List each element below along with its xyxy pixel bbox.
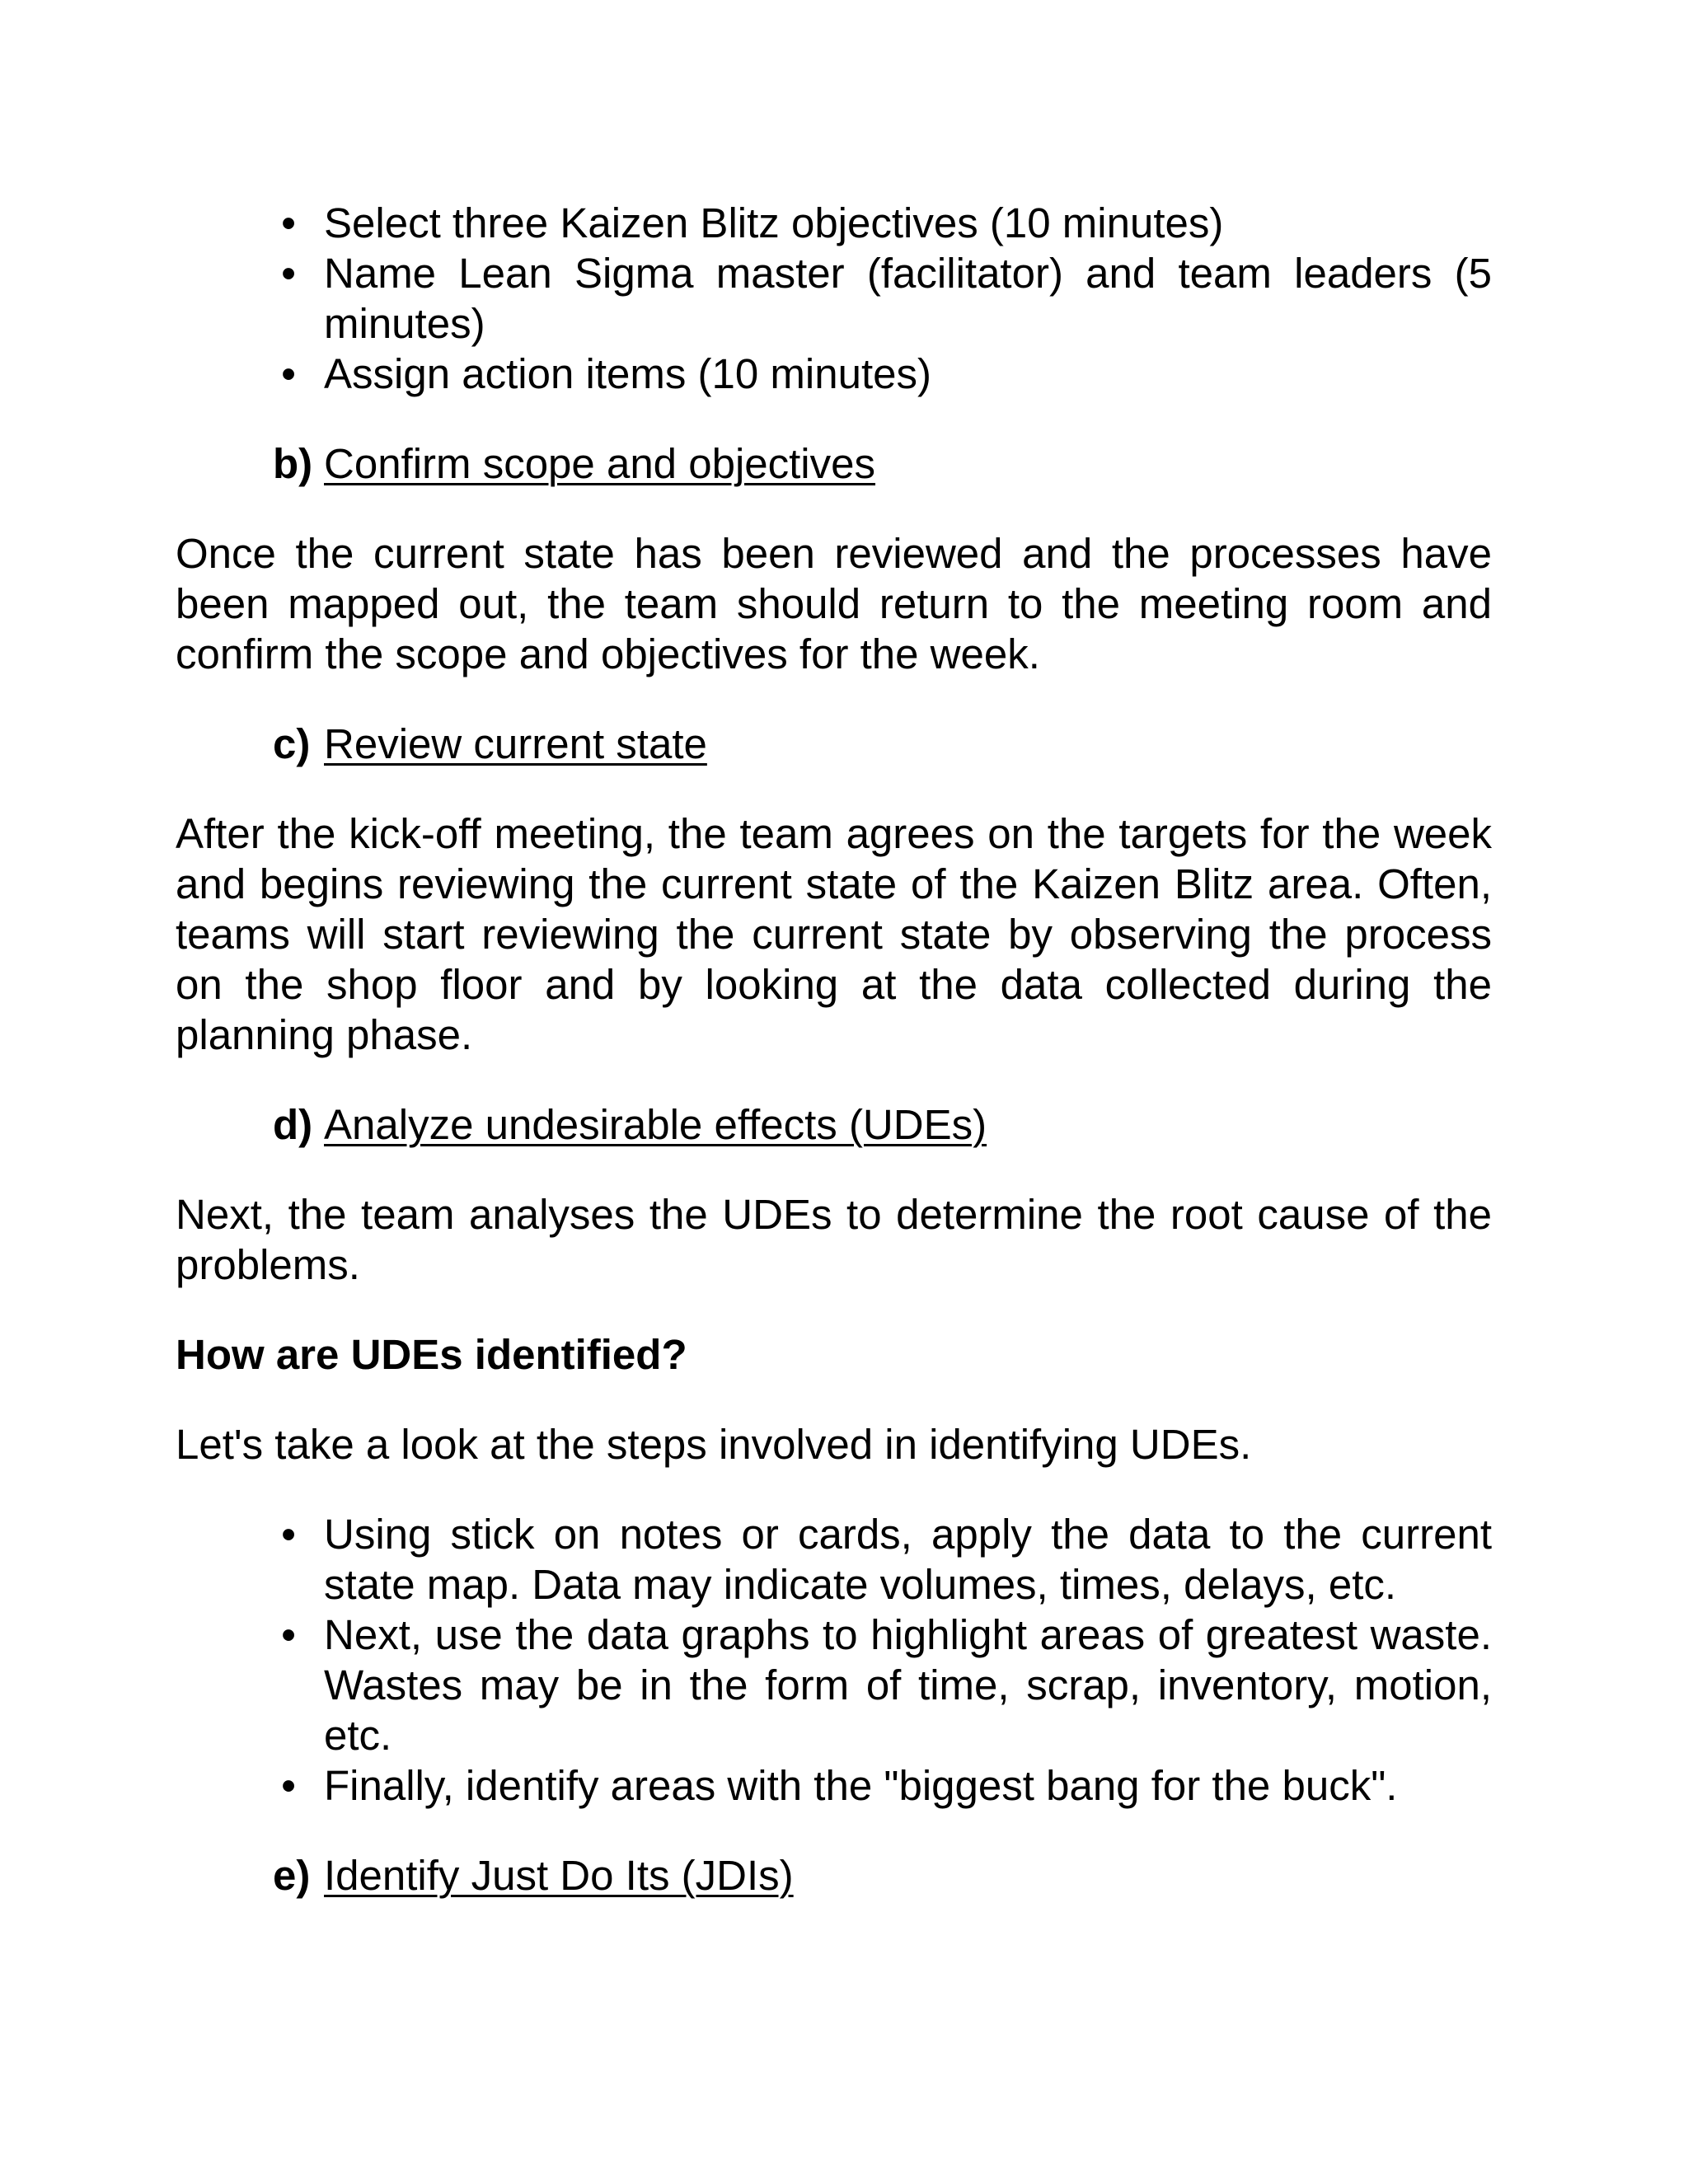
list-item [281, 198, 1492, 248]
bullet-icon: • [281, 350, 296, 397]
section-b-heading [176, 438, 1492, 489]
list-item-text: Assign action items (10 minutes) [324, 350, 931, 397]
ude-steps-list [176, 1509, 1492, 1811]
list-item [281, 349, 1492, 399]
bullet-icon: • [281, 199, 296, 246]
list-item [281, 1610, 1492, 1760]
list-item-text: Next, use the data graphs to highlight areas of greatest waste. Wastes may be in the form of time, scrap, inventory, motion, etc. [324, 1611, 1492, 1759]
list-item [281, 1760, 1492, 1811]
section-d-heading [176, 1099, 1492, 1150]
list-item-text: Using stick on notes or cards, apply the data to the current state map. Data may indicate volumes, times, delays, etc. [324, 1511, 1492, 1608]
list-item [281, 248, 1492, 349]
section-letter: c) [273, 720, 311, 767]
section-title: Confirm scope and objectives [324, 440, 876, 487]
section-c-body: After the kick-off meeting, the team agrees on the targets for the week and begins reviewing the current state of the Kaizen Blitz area. Often, teams will start reviewing the current state by observing the process on the shop floor and by looking at the data collected during the planning phase. [176, 810, 1492, 1058]
section-letter: d) [273, 1101, 313, 1148]
section-d-body: Next, the team analyses the UDEs to determine the root cause of the problems. [176, 1191, 1492, 1288]
section-letter: e) [273, 1852, 311, 1899]
section-e-heading [176, 1850, 1492, 1900]
section-c-heading [176, 719, 1492, 769]
bullet-icon: • [281, 1611, 296, 1658]
ude-heading: How are UDEs identified? [176, 1331, 687, 1378]
bullet-icon: • [281, 250, 296, 297]
section-title: Analyze undesirable effects (UDEs) [324, 1101, 987, 1148]
list-item-text: Select three Kaizen Blitz objectives (10 minutes) [324, 199, 1224, 246]
intro-bullet-list [176, 198, 1492, 399]
section-b-body: Once the current state has been reviewed and the processes have been mapped out, the team should return to the meeting room and confirm the scope and objectives for the week. [176, 530, 1492, 677]
list-item [281, 1509, 1492, 1610]
bullet-icon: • [281, 1511, 296, 1558]
bullet-icon: • [281, 1762, 296, 1809]
section-letter: b) [273, 440, 313, 487]
ude-intro: Let's take a look at the steps involved in identifying UDEs. [176, 1421, 1252, 1468]
document-page [176, 198, 1492, 1900]
section-title: Identify Just Do Its (JDIs) [324, 1852, 794, 1899]
list-item-text: Finally, identify areas with the "biggest bang for the buck". [324, 1762, 1398, 1809]
section-title: Review current state [324, 720, 707, 767]
list-item-text: Name Lean Sigma master (facilitator) and team leaders (5 minutes) [324, 250, 1492, 347]
